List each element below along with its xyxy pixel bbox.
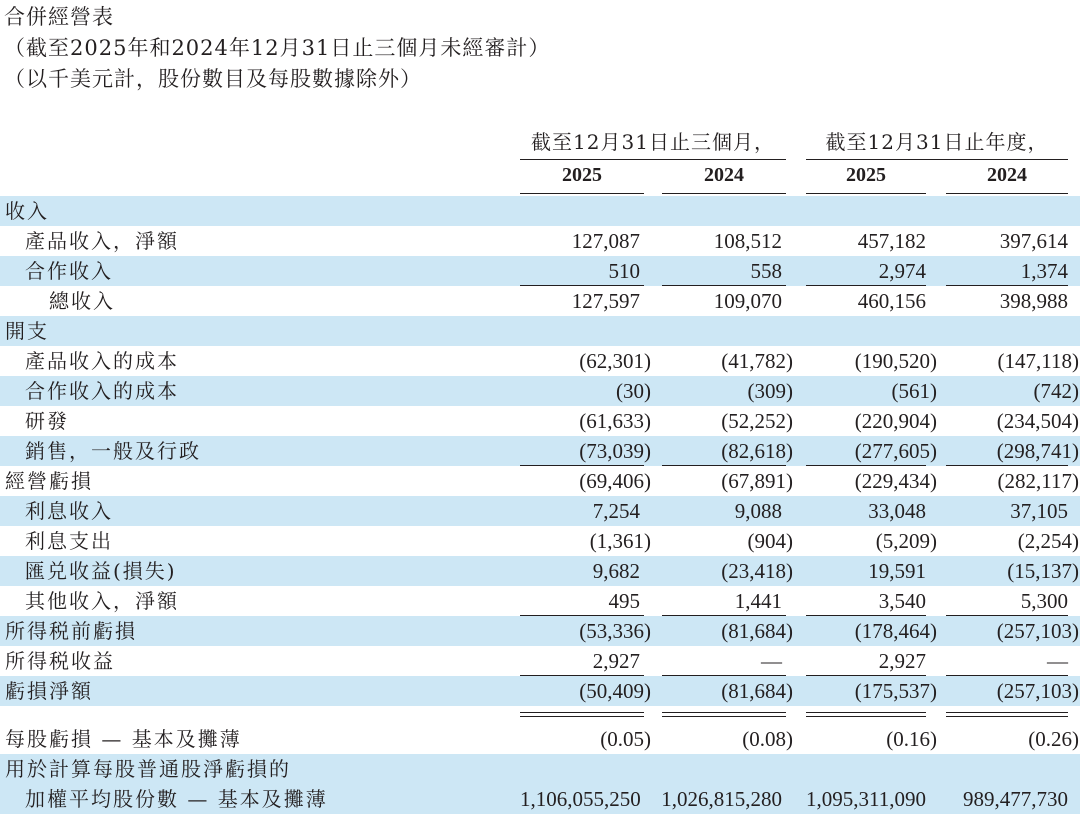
cell-value: (67,891) [721,469,793,493]
cell-value: 558 [750,259,782,283]
table-row [0,406,1080,436]
cell-value: — [761,649,782,673]
year-header: 2025 [562,164,602,186]
cell-value: (220,904) [854,409,937,433]
row-label: 其他收入，淨額 [25,589,179,613]
cell-value: 9,088 [734,499,782,523]
statement-period-note: （截至2025年和2024年12月31日止三個月未經審計） [4,36,551,60]
cell-value: (81,684) [721,679,793,703]
column-group-rule [520,159,786,160]
cell-value: 2,927 [592,649,640,673]
row-label: 研發 [25,409,69,433]
cell-value: 108,512 [713,229,782,253]
row-label: 開支 [5,319,49,343]
table-row [0,466,1080,496]
table-row [0,376,1080,406]
row-label: 虧損淨額 [5,679,93,703]
cell-value: 3,540 [878,589,926,613]
cell-value: (561) [891,379,937,403]
table-row [0,436,1080,466]
cell-value: (50,409) [579,679,651,703]
cell-value: (0.05) [600,727,651,751]
cell-value: (41,782) [721,349,793,373]
cell-value: 398,988 [999,289,1068,313]
cell-value: (81,684) [721,619,793,643]
table-row [0,286,1080,316]
year-header-rule [662,193,786,194]
year-header-rule [806,193,926,194]
cell-value: (309) [747,379,793,403]
cell-value: (175,537) [854,679,937,703]
table-row-spacer [0,706,1080,724]
cell-value: — [1047,649,1068,673]
cell-value: (5,209) [875,529,937,553]
cell-value: (904) [747,529,793,553]
income-statement-table [0,196,1080,814]
cell-value: 1,106,055,250 [520,787,641,811]
row-label: 每股虧損 — 基本及攤薄 [5,727,242,751]
table-row [0,586,1080,616]
cell-value: 460,156 [857,289,926,313]
cell-value: 457,182 [857,229,926,253]
cell-value: (1,361) [589,529,651,553]
cell-value: (82,618) [721,439,793,463]
table-row [0,316,1080,346]
row-label: 合作收入 [25,259,113,283]
cell-value: (257,103) [996,619,1079,643]
cell-value: 7,254 [592,499,640,523]
column-group-three-months: 截至12月31日止三個月， [531,130,775,154]
column-group-full-year: 截至12月31日止年度， [825,130,1049,154]
table-row [0,646,1080,676]
year-header: 2024 [704,164,744,186]
cell-value: (15,137) [1007,559,1079,583]
statement-units-note: （以千美元計，股份數目及每股數據除外） [4,67,422,91]
cell-value: (52,252) [721,409,793,433]
cell-value: (229,434) [854,469,937,493]
table-row [0,226,1080,256]
cell-value: 1,374 [1020,259,1068,283]
statement-heading [4,2,550,95]
row-label: 匯兑收益(損失) [25,559,177,583]
table-row [0,346,1080,376]
year-header: 2024 [987,164,1027,186]
cell-value: (23,418) [721,559,793,583]
cell-value: (742) [1033,379,1079,403]
table-row [0,784,1080,814]
cell-value: 495 [608,589,640,613]
cell-value: 9,682 [592,559,640,583]
table-row [0,256,1080,286]
cell-value: (0.26) [1028,727,1079,751]
year-header-rule [946,193,1068,194]
table-row [0,496,1080,526]
cell-value: (190,520) [854,349,937,373]
row-label: 產品收入，淨額 [25,229,179,253]
table-row [0,754,1080,784]
cell-value: 2,927 [878,649,926,673]
year-header: 2025 [846,164,886,186]
cell-value: 989,477,730 [963,787,1068,811]
row-label: 銷售，一般及行政 [25,439,201,463]
row-label: 所得税收益 [5,649,115,673]
total-double-rule [946,712,1068,717]
total-double-rule [806,712,926,717]
cell-value: (282,117) [997,469,1079,493]
cell-value: 19,591 [868,559,926,583]
cell-value: 127,597 [571,289,640,313]
row-label: 經營虧損 [5,469,93,493]
cell-value: 127,087 [571,229,640,253]
year-header-rule [520,193,644,194]
cell-value: (0.16) [886,727,937,751]
table-row [0,676,1080,706]
total-double-rule [662,712,786,717]
cell-value: 37,105 [1010,499,1068,523]
cell-value: (69,406) [579,469,651,493]
row-label: 產品收入的成本 [25,349,179,373]
row-label: 所得税前虧損 [5,619,137,643]
cell-value: (277,605) [854,439,937,463]
row-label: 加權平均股份數 — 基本及攤薄 [25,787,328,811]
cell-value: (30) [616,379,651,403]
cell-value: (178,464) [854,619,937,643]
cell-value: 1,026,815,280 [661,787,782,811]
column-group-rule [806,159,1068,160]
row-label: 總收入 [49,289,115,313]
row-label: 收入 [5,199,49,223]
statement-title: 合併經營表 [4,5,114,29]
cell-value: 397,614 [999,229,1068,253]
cell-value: 2,974 [878,259,926,283]
table-row [0,196,1080,226]
table-row [0,616,1080,646]
cell-value: (234,504) [996,409,1079,433]
cell-value: (0.08) [742,727,793,751]
cell-value: 5,300 [1020,589,1068,613]
cell-value: (73,039) [579,439,651,463]
cell-value: (53,336) [579,619,651,643]
row-label: 利息收入 [25,499,113,523]
cell-value: (62,301) [579,349,651,373]
row-label: 利息支出 [25,529,113,553]
cell-value: (298,741) [996,439,1079,463]
cell-value: 510 [608,259,640,283]
cell-value: (257,103) [996,679,1079,703]
cell-value: (147,118) [997,349,1079,373]
table-row [0,526,1080,556]
cell-value: (61,633) [579,409,651,433]
row-label: 用於計算每股普通股淨虧損的 [5,757,291,781]
cell-value: 1,441 [734,589,782,613]
cell-value: 1,095,311,090 [806,787,926,811]
cell-value: 109,070 [713,289,782,313]
row-label: 合作收入的成本 [25,379,179,403]
cell-value: (2,254) [1017,529,1079,553]
table-row [0,556,1080,586]
cell-value: 33,048 [868,499,926,523]
table-row [0,724,1080,754]
total-double-rule [520,712,644,717]
